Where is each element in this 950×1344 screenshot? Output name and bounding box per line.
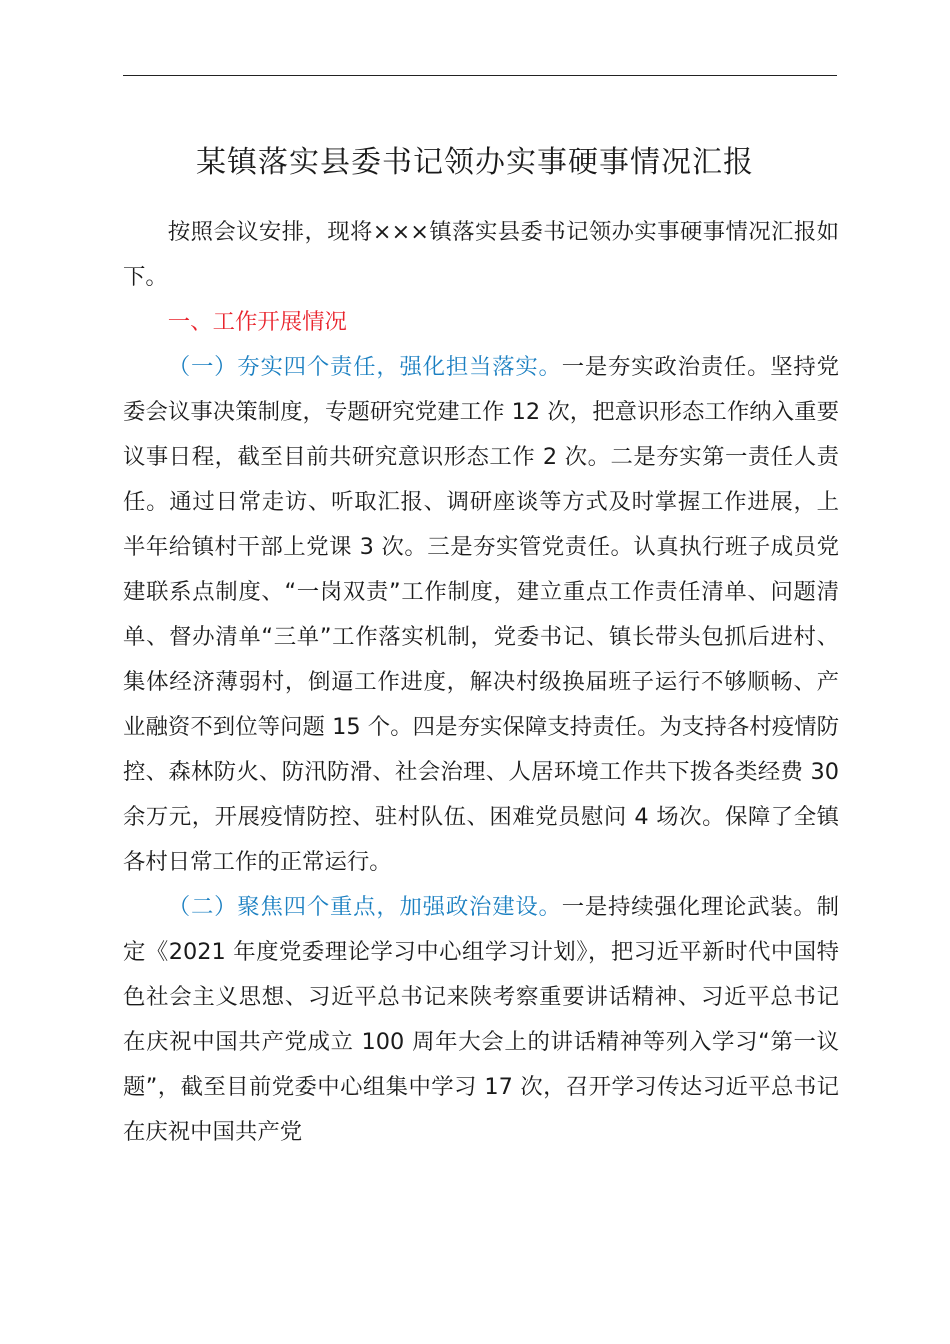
- paragraph-responsibilities: [123, 345, 839, 885]
- paragraph-text-1: 一是夯实政治责任。坚持党委会议事决策制度，专题研究党建工作 12 次，把意识形态工作纳入重要议事日程，截至目前共研究意识形态工作 2 次。二是夯实第一责任人责任。通过日常走访、听取汇报、调研座谈等方式及时掌握工作进展，上半年给镇村干部上党课 3 次。三是夯实管党责任。认真执行班子成员党建联系点制度、“一岗双责”工作制度，建立重点工作责任清单、问题清单、督办清单“三单”工作落实机制，党委书记、镇长带头包抓后进村、集体经济薄弱村，倒逼工作进度，解决村级换届班子运行不够顺畅、产业融资不到位等问题 15 个。四是夯实保障支持责任。为支持各村疫情防控、森林防火、防汛防滑、社会治理、人居环境工作共下拨各类经费 30 余万元，开展疫情防控、驻村队伍、困难党员慰问 4 场次。保障了全镇各村日常工作的正常运行。: [123, 354, 839, 875]
- document-title: 某镇落实县委书记领办实事硬事情况汇报: [196, 145, 754, 180]
- subsection-heading-2: （二）聚焦四个重点，加强政治建设。: [167, 894, 562, 920]
- header-rule: [123, 75, 837, 76]
- intro-paragraph: 按照会议安排，现将×××镇落实县委书记领办实事硬事情况汇报如下。: [123, 219, 839, 290]
- document-body: [123, 210, 839, 1155]
- section-heading: 一、工作开展情况: [167, 309, 347, 335]
- subsection-heading-1: （一）夯实四个责任，强化担当落实。: [167, 354, 562, 380]
- paragraph-political-building: [123, 885, 839, 1155]
- paragraph-text-2: 一是持续强化理论武装。制定《2021 年度党委理论学习中心组学习计划》，把习近平新时代中国特色社会主义思想、习近平总书记来陕考察重要讲话精神、习近平总书记在庆祝中国共产党成立 100 周年大会上的讲话精神等列入学习“第一议题”，截至目前党委中心组集中学习 17 次，召开学习传达习近平总书记在庆祝中国共产党: [123, 894, 839, 1145]
